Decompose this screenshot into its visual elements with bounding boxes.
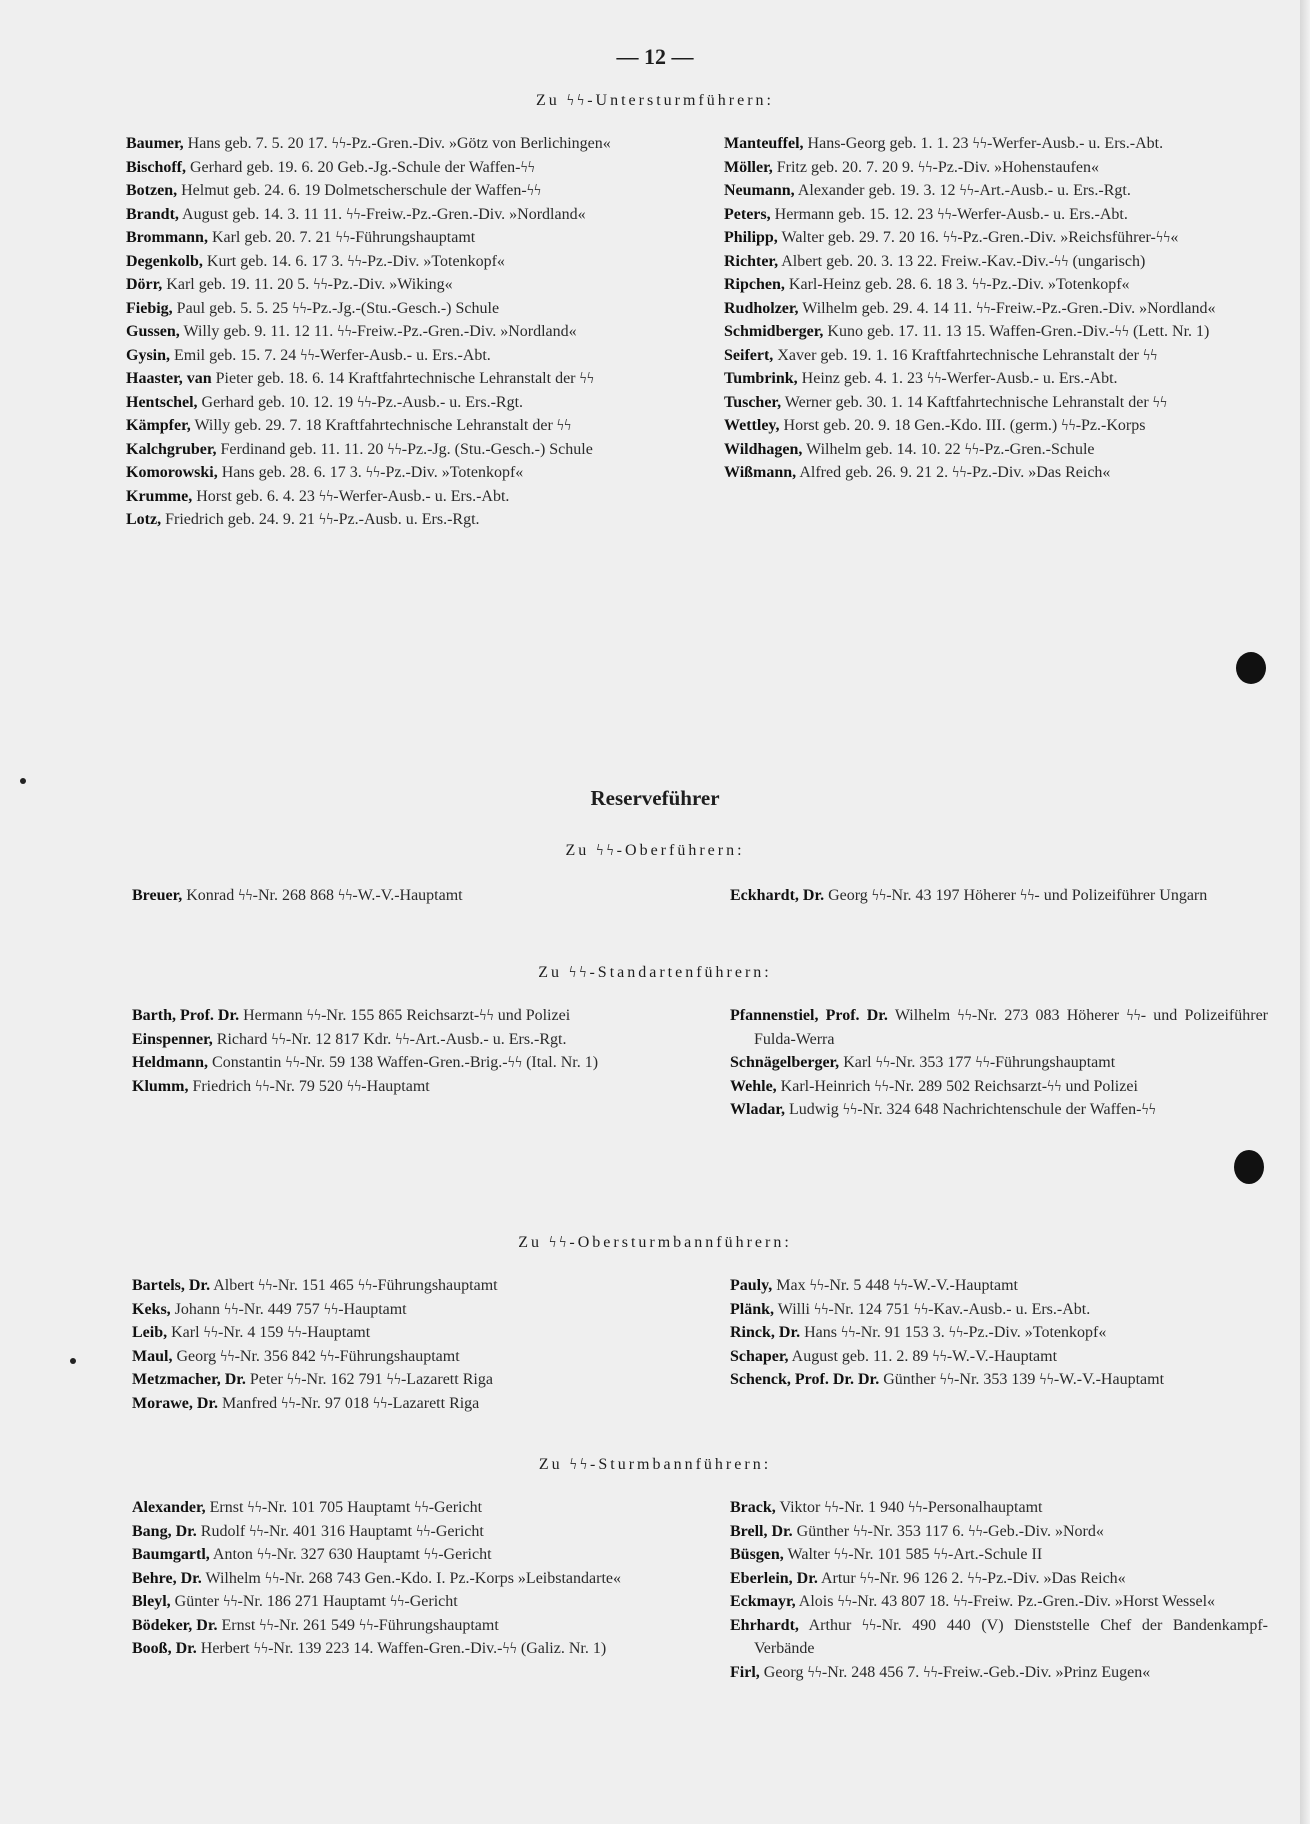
ink-blot xyxy=(1236,652,1266,684)
column-right xyxy=(730,1496,1268,1684)
entry-detail: Viktor ϟϟ-Nr. 1 940 ϟϟ-Personalhauptamt xyxy=(779,1499,1043,1516)
entry-name: Alexander, xyxy=(132,1499,206,1516)
roster-entry xyxy=(730,1567,1268,1591)
entry-name: Gysin, xyxy=(126,346,171,364)
roster-entry xyxy=(126,132,666,156)
roster-entry xyxy=(126,297,666,321)
column-left xyxy=(132,884,667,908)
roster-entry xyxy=(126,508,666,532)
entry-name: Eckmayr, xyxy=(730,1593,796,1610)
column-left xyxy=(132,1274,667,1415)
entry-name: Lotz, xyxy=(126,511,162,528)
entry-detail: Willy geb. 29. 7. 18 Kraftfahrtechnische Lehranstalt der ϟϟ xyxy=(194,417,572,434)
roster-entry xyxy=(730,1298,1268,1322)
entry-name: Baumer, xyxy=(126,135,184,152)
entry-detail: Günther ϟϟ-Nr. 353 139 ϟϟ-W.-V.-Hauptamt xyxy=(883,1371,1165,1388)
entry-name: Bang, Dr. xyxy=(132,1522,197,1540)
entry-name: Brandt, xyxy=(126,205,179,223)
column-right xyxy=(730,1274,1268,1392)
roster-entry xyxy=(132,1321,667,1345)
entry-name: Manteuffel, xyxy=(724,135,804,152)
entry-detail: Günther ϟϟ-Nr. 353 117 6. ϟϟ-Geb.-Div. »Nord« xyxy=(796,1522,1104,1540)
entry-name: Behre, Dr. xyxy=(132,1569,202,1587)
roster-entry xyxy=(132,1075,667,1099)
entry-name: Hentschel, xyxy=(126,393,198,411)
entry-name: Brommann, xyxy=(126,229,208,246)
roster-entry xyxy=(132,1520,667,1544)
entry-detail: Peter ϟϟ-Nr. 162 791 ϟϟ-Lazarett Riga xyxy=(249,1371,493,1388)
entry-detail: Hermann geb. 15. 12. 23 ϟϟ-Werfer-Ausb.- u. Ers.-Abt. xyxy=(774,205,1128,223)
entry-detail: Pieter geb. 18. 6. 14 Kraftfahrtechnische Lehranstalt der ϟϟ xyxy=(215,370,594,387)
entry-detail: Fritz geb. 20. 7. 20 9. ϟϟ-Pz.-Div. »Hohenstaufen« xyxy=(776,158,1099,176)
entry-detail: Willi ϟϟ-Nr. 124 751 ϟϟ-Kav.-Ausb.- u. Ers.-Abt. xyxy=(777,1300,1091,1318)
entry-detail: Max ϟϟ-Nr. 5 448 ϟϟ-W.-V.-Hauptamt xyxy=(776,1277,1018,1294)
entry-name: Firl, xyxy=(730,1663,760,1681)
entry-detail: Hermann ϟϟ-Nr. 155 865 Reichsarzt-ϟϟ und Polizei xyxy=(243,1007,571,1024)
entry-name: Schnägelberger, xyxy=(730,1054,840,1071)
roster-entry xyxy=(126,179,666,203)
entry-detail: Kuno geb. 17. 11. 13 15. Waffen-Gren.-Div.-ϟϟ (Lett. Nr. 1) xyxy=(827,323,1210,340)
entry-detail: Friedrich ϟϟ-Nr. 79 520 ϟϟ-Hauptamt xyxy=(192,1077,430,1095)
roster-entry xyxy=(132,1567,667,1591)
entry-name: Kalchgruber, xyxy=(126,440,217,458)
entry-name: Kämpfer, xyxy=(126,417,191,434)
entry-name: Booß, Dr. xyxy=(132,1640,197,1657)
entry-name: Keks, xyxy=(132,1300,171,1318)
entry-detail: Richard ϟϟ-Nr. 12 817 Kdr. ϟϟ-Art.-Ausb.- u. Ers.-Rgt. xyxy=(216,1030,567,1048)
roster-entry xyxy=(724,320,1266,344)
entry-name: Fiebig, xyxy=(126,299,173,317)
entry-detail: Johann ϟϟ-Nr. 449 757 ϟϟ-Hauptamt xyxy=(174,1300,407,1318)
entry-detail: Werner geb. 30. 1. 14 Kaftfahrtechnische Lehranstalt der ϟϟ xyxy=(784,393,1168,411)
roster-entry xyxy=(730,1075,1268,1099)
entry-name: Richter, xyxy=(724,252,779,270)
entry-detail: Wilhelm ϟϟ-Nr. 273 083 Höherer ϟϟ- und Polizeiführer Fulda-Werra xyxy=(754,1007,1269,1048)
roster-entry xyxy=(132,1368,667,1392)
entry-detail: Konrad ϟϟ-Nr. 268 868 ϟϟ-W.-V.-Hauptamt xyxy=(186,887,463,904)
entry-detail: Albert geb. 20. 3. 13 22. Freiw.-Kav.-Div.-ϟϟ (ungarisch) xyxy=(781,252,1146,270)
entry-name: Barth, Prof. Dr. xyxy=(132,1007,240,1024)
roster-entry xyxy=(730,1590,1268,1614)
roster-entry xyxy=(132,1614,667,1638)
entry-detail: Kurt geb. 14. 6. 17 3. ϟϟ-Pz.-Div. »Totenkopf« xyxy=(206,252,505,270)
entry-name: Tuscher, xyxy=(724,393,782,411)
roster-entry xyxy=(730,1274,1268,1298)
entry-detail: Horst geb. 6. 4. 23 ϟϟ-Werfer-Ausb.- u. Ers.-Abt. xyxy=(196,487,510,505)
roster-entry xyxy=(724,367,1266,391)
entry-name: Ehrhardt, xyxy=(730,1616,799,1634)
scan-speck xyxy=(70,1358,76,1364)
entry-name: Krumme, xyxy=(126,487,193,505)
entry-detail: Anton ϟϟ-Nr. 327 630 Hauptamt ϟϟ-Gericht xyxy=(212,1546,492,1563)
entry-name: Komorowski, xyxy=(126,464,218,481)
section-heading-oberf: Zu ϟϟ-Oberführern: xyxy=(565,842,745,859)
entry-detail: Karl geb. 20. 7. 21 ϟϟ-Führungshauptamt xyxy=(211,229,476,246)
entry-detail: Paul geb. 5. 5. 25 ϟϟ-Pz.-Jg.-(Stu.-Gesch.-) Schule xyxy=(176,299,500,317)
roster-entry xyxy=(132,1590,667,1614)
heading-reservefuehrer: Reserveführer xyxy=(590,786,720,810)
entry-detail: Ernst ϟϟ-Nr. 101 705 Hauptamt ϟϟ-Gericht xyxy=(209,1499,483,1516)
entry-detail: Karl-Heinz geb. 28. 6. 18 3. ϟϟ-Pz.-Div. »Totenkopf« xyxy=(788,276,1130,293)
roster-entry xyxy=(730,1004,1268,1051)
column-left xyxy=(132,1004,667,1098)
entry-name: Pfannenstiel, Prof. Dr. xyxy=(730,1007,888,1024)
entry-name: Philipp, xyxy=(724,229,778,246)
entry-detail: Emil geb. 15. 7. 24 ϟϟ-Werfer-Ausb.- u. Ers.-Abt. xyxy=(174,346,491,364)
roster-entry xyxy=(132,1345,667,1369)
roster-entry xyxy=(132,1274,667,1298)
entry-detail: Ernst ϟϟ-Nr. 261 549 ϟϟ-Führungshauptamt xyxy=(221,1616,499,1634)
entry-detail: Günter ϟϟ-Nr. 186 271 Hauptamt ϟϟ-Gericht xyxy=(174,1593,458,1610)
entry-detail: Georg ϟϟ-Nr. 356 842 ϟϟ-Führungshauptamt xyxy=(176,1347,460,1365)
entry-name: Heldmann, xyxy=(132,1054,209,1071)
page-edge xyxy=(1300,0,1310,1824)
roster-entry xyxy=(126,414,666,438)
entry-detail: Walter ϟϟ-Nr. 101 585 ϟϟ-Art.-Schule II xyxy=(787,1546,1043,1563)
entry-name: Metzmacher, Dr. xyxy=(132,1371,246,1388)
entry-name: Baumgartl, xyxy=(132,1546,210,1563)
entry-detail: Wilhelm geb. 29. 4. 14 11. ϟϟ-Freiw.-Pz.-Gren.-Div. »Nordland« xyxy=(802,299,1216,317)
entry-detail: Rudolf ϟϟ-Nr. 401 316 Hauptamt ϟϟ-Gericht xyxy=(200,1522,484,1540)
entry-name: Dörr, xyxy=(126,276,163,293)
entry-name: Wettley, xyxy=(724,417,780,434)
roster-entry xyxy=(132,1028,667,1052)
entry-detail: Hans geb. 7. 5. 20 17. ϟϟ-Pz.-Gren.-Div. »Götz von Berlichingen« xyxy=(187,135,611,152)
roster-entry xyxy=(126,485,666,509)
entry-name: Büsgen, xyxy=(730,1546,784,1563)
entry-name: Bleyl, xyxy=(132,1593,171,1610)
roster-entry xyxy=(730,1661,1268,1685)
entry-name: Wißmann, xyxy=(724,464,797,481)
entry-detail: Heinz geb. 4. 1. 23 ϟϟ-Werfer-Ausb.- u. Ers.-Abt. xyxy=(801,370,1118,387)
roster-entry xyxy=(132,1392,667,1416)
roster-entry xyxy=(730,884,1268,908)
section-heading-ustuf: Zu ϟϟ-Untersturmführern: xyxy=(536,92,774,109)
roster-entry xyxy=(724,179,1266,203)
roster-entry xyxy=(126,203,666,227)
entry-detail: August geb. 11. 2. 89 ϟϟ-W.-V.-Hauptamt xyxy=(791,1347,1058,1365)
roster-entry xyxy=(730,1543,1268,1567)
entry-detail: Georg ϟϟ-Nr. 43 197 Höherer ϟϟ- und Polizeiführer Ungarn xyxy=(828,887,1208,904)
entry-name: Schaper, xyxy=(730,1347,789,1365)
entry-name: Wladar, xyxy=(730,1101,785,1118)
entry-detail: August geb. 14. 3. 11 11. ϟϟ-Freiw.-Pz.-Gren.-Div. »Nordland« xyxy=(182,205,586,223)
roster-entry xyxy=(126,461,666,485)
roster-entry xyxy=(724,344,1266,368)
entry-detail: Gerhard geb. 10. 12. 19 ϟϟ-Pz.-Ausb.- u. Ers.-Rgt. xyxy=(201,393,524,411)
roster-entry xyxy=(132,1496,667,1520)
entry-detail: Manfred ϟϟ-Nr. 97 018 ϟϟ-Lazarett Riga xyxy=(222,1394,480,1412)
page-number: — 12 — xyxy=(616,44,694,69)
entry-name: Bödeker, Dr. xyxy=(132,1616,218,1634)
entry-name: Schenck, Prof. Dr. Dr. xyxy=(730,1371,880,1388)
roster-entry xyxy=(126,226,666,250)
entry-detail: Karl ϟϟ-Nr. 4 159 ϟϟ-Hauptamt xyxy=(171,1324,371,1341)
roster-entry xyxy=(730,1098,1268,1122)
entry-name: Leib, xyxy=(132,1324,168,1341)
entry-detail: Xaver geb. 19. 1. 16 Kraftfahrtechnische Lehranstalt der ϟϟ xyxy=(777,346,1158,364)
entry-detail: Horst geb. 20. 9. 18 Gen.-Kdo. III. (germ.) ϟϟ-Pz.-Korps xyxy=(783,417,1146,434)
entry-name: Klumm, xyxy=(132,1077,189,1095)
roster-entry xyxy=(132,1298,667,1322)
entry-name: Maul, xyxy=(132,1347,173,1365)
entry-detail: Walter geb. 29. 7. 20 16. ϟϟ-Pz.-Gren.-Div. »Reichsführer-ϟϟ« xyxy=(781,229,1179,246)
entry-name: Brack, xyxy=(730,1499,776,1516)
entry-name: Seifert, xyxy=(724,346,774,364)
roster-entry xyxy=(132,1004,667,1028)
roster-entry xyxy=(724,156,1266,180)
roster-entry xyxy=(724,132,1266,156)
entry-detail: Karl ϟϟ-Nr. 353 177 ϟϟ-Führungshauptamt xyxy=(843,1054,1116,1071)
column-right xyxy=(724,132,1266,485)
entry-name: Bischoff, xyxy=(126,158,186,176)
entry-name: Rinck, Dr. xyxy=(730,1324,801,1341)
roster-entry xyxy=(724,391,1266,415)
entry-detail: Helmut geb. 24. 6. 19 Dolmetscherschule der Waffen-ϟϟ xyxy=(181,182,542,199)
entry-name: Ripchen, xyxy=(724,276,785,293)
entry-detail: Georg ϟϟ-Nr. 248 456 7. ϟϟ-Freiw.-Geb.-Div. »Prinz Eugen« xyxy=(763,1663,1151,1681)
entry-name: Eberlein, Dr. xyxy=(730,1569,818,1587)
entry-detail: Wilhelm ϟϟ-Nr. 268 743 Gen.-Kdo. I. Pz.-Korps »Leibstandarte« xyxy=(205,1569,621,1587)
roster-entry xyxy=(730,1321,1268,1345)
entry-name: Pauly, xyxy=(730,1277,773,1294)
entry-detail: Karl geb. 19. 11. 20 5. ϟϟ-Pz.-Div. »Wiking« xyxy=(166,276,453,293)
entry-detail: Willy geb. 9. 11. 12 11. ϟϟ-Freiw.-Pz.-Gren.-Div. »Nordland« xyxy=(183,323,577,340)
entry-detail: Constantin ϟϟ-Nr. 59 138 Waffen-Gren.-Brig.-ϟϟ (Ital. Nr. 1) xyxy=(212,1054,599,1071)
roster-entry xyxy=(730,1051,1268,1075)
entry-detail: Alexander geb. 19. 3. 12 ϟϟ-Art.-Ausb.- u. Ers.-Rgt. xyxy=(797,182,1131,199)
roster-entry xyxy=(126,367,666,391)
entry-detail: Friedrich geb. 24. 9. 21 ϟϟ-Pz.-Ausb. u. Ers.-Rgt. xyxy=(165,511,480,528)
roster-entry xyxy=(724,414,1266,438)
roster-entry xyxy=(132,1637,667,1661)
roster-entry xyxy=(126,320,666,344)
roster-entry xyxy=(126,344,666,368)
roster-entry xyxy=(724,226,1266,250)
entry-name: Rudholzer, xyxy=(724,299,799,317)
roster-entry xyxy=(132,884,667,908)
roster-entry xyxy=(730,1614,1268,1661)
entry-name: Möller, xyxy=(724,158,773,176)
entry-name: Degenkolb, xyxy=(126,252,203,270)
entry-name: Peters, xyxy=(724,205,771,223)
entry-name: Brell, Dr. xyxy=(730,1522,793,1540)
column-left xyxy=(132,1496,667,1661)
entry-name: Tumbrink, xyxy=(724,370,798,387)
roster-entry xyxy=(132,1543,667,1567)
section-heading-stubaf: Zu ϟϟ-Sturmbannführern: xyxy=(538,1456,772,1473)
ink-blot xyxy=(1234,1150,1264,1184)
entry-detail: Ludwig ϟϟ-Nr. 324 648 Nachrichtenschule der Waffen-ϟϟ xyxy=(788,1101,1156,1118)
roster-entry xyxy=(724,203,1266,227)
section-heading-ostubaf: Zu ϟϟ-Obersturmbannführern: xyxy=(518,1234,792,1251)
roster-entry xyxy=(724,438,1266,462)
section-heading-staf: Zu ϟϟ-Standartenführern: xyxy=(538,964,772,981)
entry-detail: Artur ϟϟ-Nr. 96 126 2. ϟϟ-Pz.-Div. »Das Reich« xyxy=(820,1569,1126,1587)
roster-entry xyxy=(126,273,666,297)
entry-name: Schmidberger, xyxy=(724,323,824,340)
entry-name: Botzen, xyxy=(126,182,178,199)
roster-entry xyxy=(126,438,666,462)
entry-detail: Arthur ϟϟ-Nr. 490 440 (V) Dienststelle Chef der Bandenkampf-Verbände xyxy=(754,1616,1269,1657)
column-right xyxy=(730,1004,1268,1122)
roster-entry xyxy=(730,1496,1268,1520)
roster-entry xyxy=(126,156,666,180)
entry-name: Bartels, Dr. xyxy=(132,1277,211,1294)
entry-detail: Wilhelm geb. 14. 10. 22 ϟϟ-Pz.-Gren.-Schule xyxy=(806,440,1095,458)
column-left xyxy=(126,132,666,532)
entry-name: Neumann, xyxy=(724,182,795,199)
entry-detail: Hans ϟϟ-Nr. 91 153 3. ϟϟ-Pz.-Div. »Totenkopf« xyxy=(804,1324,1107,1341)
entry-detail: Hans geb. 28. 6. 17 3. ϟϟ-Pz.-Div. »Totenkopf« xyxy=(221,464,524,481)
roster-entry xyxy=(724,297,1266,321)
roster-entry xyxy=(724,273,1266,297)
roster-entry xyxy=(724,250,1266,274)
roster-entry xyxy=(126,391,666,415)
entry-name: Einspenner, xyxy=(132,1030,213,1048)
column-right xyxy=(730,884,1268,908)
entry-detail: Gerhard geb. 19. 6. 20 Geb.-Jg.-Schule der Waffen-ϟϟ xyxy=(190,158,535,176)
entry-detail: Herbert ϟϟ-Nr. 139 223 14. Waffen-Gren.-Div.-ϟϟ (Galiz. Nr. 1) xyxy=(200,1640,607,1657)
entry-detail: Hans-Georg geb. 1. 1. 23 ϟϟ-Werfer-Ausb.- u. Ers.-Abt. xyxy=(807,135,1164,152)
entry-detail: Ferdinand geb. 11. 11. 20 ϟϟ-Pz.-Jg. (Stu.-Gesch.-) Schule xyxy=(220,440,593,458)
entry-detail: Albert ϟϟ-Nr. 151 465 ϟϟ-Führungshauptamt xyxy=(213,1277,498,1294)
scan-speck xyxy=(20,778,26,784)
entry-name: Breuer, xyxy=(132,887,183,904)
entry-name: Morawe, Dr. xyxy=(132,1394,219,1412)
roster-entry xyxy=(730,1520,1268,1544)
roster-entry xyxy=(730,1345,1268,1369)
entry-name: Wehle, xyxy=(730,1077,777,1095)
roster-entry xyxy=(724,461,1266,485)
entry-name: Wildhagen, xyxy=(724,440,803,458)
entry-detail: Alois ϟϟ-Nr. 43 807 18. ϟϟ-Freiw. Pz.-Gren.-Div. »Horst Wessel« xyxy=(798,1593,1216,1610)
roster-entry xyxy=(132,1051,667,1075)
entry-name: Haaster, van xyxy=(126,370,212,387)
entry-detail: Karl-Heinrich ϟϟ-Nr. 289 502 Reichsarzt-ϟϟ und Polizei xyxy=(780,1077,1138,1095)
entry-name: Eckhardt, Dr. xyxy=(730,887,825,904)
entry-detail: Alfred geb. 26. 9. 21 2. ϟϟ-Pz.-Div. »Das Reich« xyxy=(799,464,1111,481)
roster-entry xyxy=(126,250,666,274)
entry-name: Plänk, xyxy=(730,1300,775,1318)
roster-entry xyxy=(730,1368,1268,1392)
entry-name: Gussen, xyxy=(126,323,180,340)
